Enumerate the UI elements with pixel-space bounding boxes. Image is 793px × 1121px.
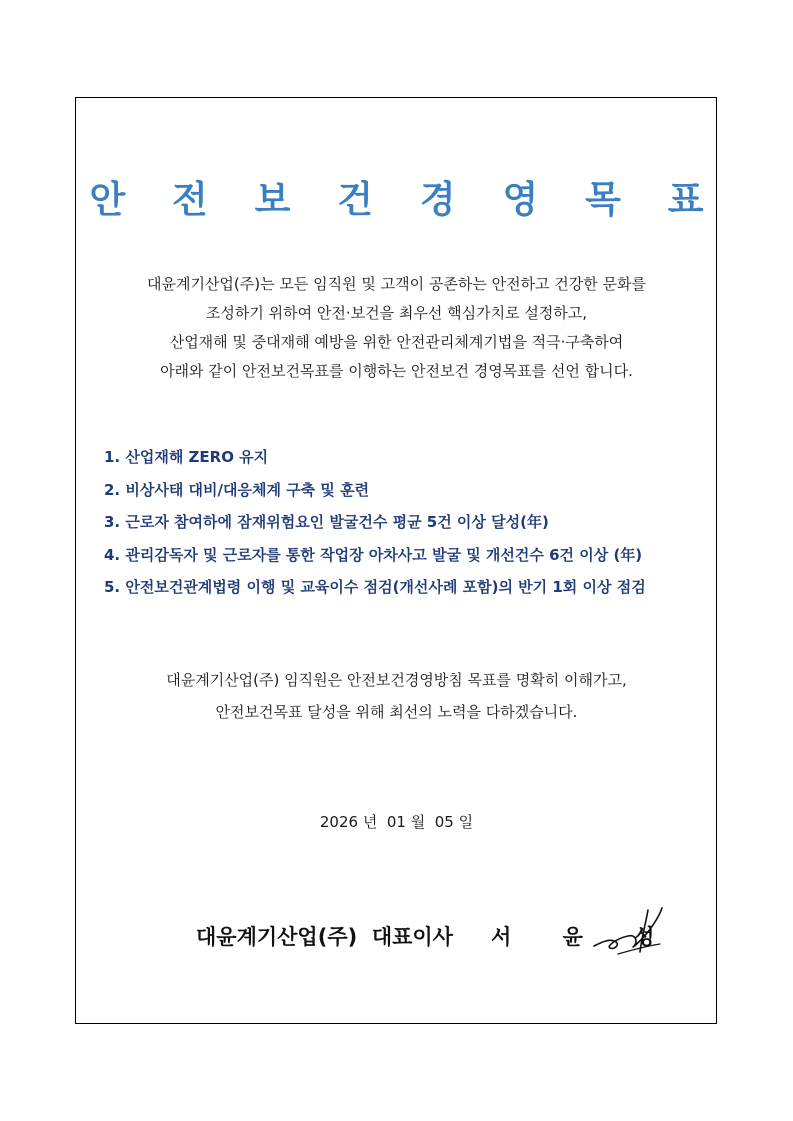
intro-line: 아래와 같이 안전보건목표를 이행하는 안전보건 경영목표를 선언 합니다. — [160, 362, 633, 380]
declaration-date: 2026 년 01 월 05 일 — [319, 813, 474, 831]
goal-item: 2. 비상사태 대비/대응체계 구축 및 훈련 — [104, 480, 370, 499]
goals-list — [104, 441, 714, 604]
signature-role: 대표이사 — [371, 925, 453, 949]
intro-line: 조성하기 위하여 안전·보건을 최우선 핵심가치로 설정하고, — [205, 304, 588, 322]
closing-paragraph — [0, 664, 793, 728]
goal-item: 3. 근로자 참여하에 잠재위험요인 발굴건수 평균 5건 이상 달성(年) — [104, 513, 549, 531]
intro-paragraph — [0, 270, 793, 386]
goal-item: 5. 안전보건관계법령 이행 및 교육이수 점검(개선사례 포함)의 반기 1회 이상 점검 — [104, 578, 646, 596]
signature-name: 서 윤 성 — [490, 925, 677, 949]
intro-line: 대윤계기산업(주)는 모든 임직원 및 고객이 공존하는 안전하고 건강한 문화를 — [146, 275, 647, 293]
closing-line: 대윤계기산업(주) 임직원은 안전보건경영방침 목표를 명확히 이해가고, — [166, 671, 627, 689]
page-title: 안 전 보 건 경 영 목 표 — [89, 178, 721, 221]
signature-company: 대윤계기산업(주) — [196, 925, 358, 949]
intro-line: 산업재해 및 중대재해 예방을 위한 안전관리체계기법을 적극·구축하여 — [169, 333, 624, 351]
handwritten-signature — [588, 902, 668, 962]
goal-item: 1. 산업재해 ZERO 유지 — [104, 448, 269, 466]
goal-item: 4. 관리감독자 및 근로자를 통한 작업장 아차사고 발굴 및 개선건수 6건 이상 (年) — [104, 545, 643, 564]
closing-line: 안전보건목표 달성을 위해 최선의 노력을 다하겠습니다. — [215, 703, 578, 721]
